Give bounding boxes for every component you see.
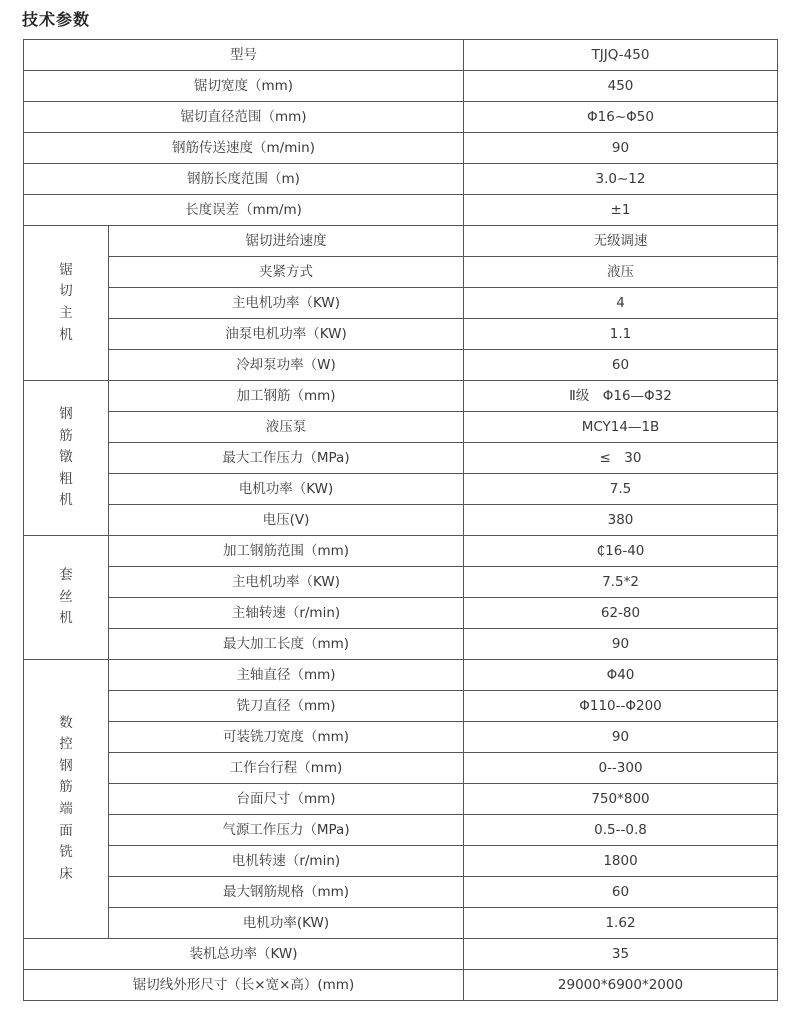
param-label: 最大工作压力（MPa) (109, 443, 464, 474)
param-value: 750*800 (464, 784, 778, 815)
param-value: TJJQ-450 (464, 40, 778, 71)
group-name: 钢筋镦粗机 (59, 406, 73, 509)
param-label: 钢筋长度范围（m) (24, 164, 464, 195)
table-row (24, 939, 778, 970)
param-label: 夹紧方式 (109, 257, 464, 288)
param-label: 主轴直径（mm) (109, 660, 464, 691)
group-header-cell (24, 226, 109, 381)
table-row (24, 753, 778, 784)
table-row (24, 567, 778, 598)
param-value: 450 (464, 71, 778, 102)
param-value: 0.5--0.8 (464, 815, 778, 846)
table-row (24, 784, 778, 815)
param-value: 60 (464, 350, 778, 381)
param-label: 锯切宽度（mm) (24, 71, 464, 102)
table-row (24, 629, 778, 660)
param-label: 主轴转速（r/min) (109, 598, 464, 629)
param-value: ₵16-40 (464, 536, 778, 567)
param-value: 1800 (464, 846, 778, 877)
param-value: 29000*6900*2000 (464, 970, 778, 1001)
param-label: 长度误差（mm/m) (24, 195, 464, 226)
table-row (24, 195, 778, 226)
param-value: 62-80 (464, 598, 778, 629)
param-value: 60 (464, 877, 778, 908)
table-row (24, 660, 778, 691)
table-row (24, 381, 778, 412)
table-row (24, 908, 778, 939)
table-row (24, 815, 778, 846)
param-value: Φ110--Φ200 (464, 691, 778, 722)
param-label: 锯切线外形尺寸（长×宽×高）(mm) (24, 970, 464, 1001)
param-value: Φ40 (464, 660, 778, 691)
param-label: 工作台行程（mm) (109, 753, 464, 784)
table-row (24, 288, 778, 319)
param-value: MCY14—1B (464, 412, 778, 443)
table-row (24, 505, 778, 536)
param-label: 台面尺寸（mm) (109, 784, 464, 815)
param-label: 电压(V) (109, 505, 464, 536)
param-value: 3.0~12 (464, 164, 778, 195)
group-name: 锯切主机 (59, 261, 73, 343)
param-value: 90 (464, 133, 778, 164)
table-row (24, 164, 778, 195)
table-row (24, 691, 778, 722)
param-value: 0--300 (464, 753, 778, 784)
param-label: 加工钢筋范围（mm) (109, 536, 464, 567)
param-value: 液压 (464, 257, 778, 288)
table-row (24, 536, 778, 567)
param-value: 7.5 (464, 474, 778, 505)
param-label: 铣刀直径（mm) (109, 691, 464, 722)
spec-table-body (24, 40, 778, 1001)
param-value: 无级调速 (464, 226, 778, 257)
param-label: 装机总功率（KW) (24, 939, 464, 970)
param-label: 电机转速（r/min) (109, 846, 464, 877)
table-row (24, 846, 778, 877)
table-row (24, 40, 778, 71)
table-row (24, 877, 778, 908)
table-row (24, 598, 778, 629)
table-row (24, 474, 778, 505)
param-label: 冷却泵功率（W) (109, 350, 464, 381)
table-row (24, 412, 778, 443)
param-value: Ⅱ级 Φ16—Φ32 (464, 381, 778, 412)
table-row (24, 970, 778, 1001)
param-value: Φ16~Φ50 (464, 102, 778, 133)
param-value: 380 (464, 505, 778, 536)
table-row (24, 319, 778, 350)
param-value: ±1 (464, 195, 778, 226)
param-label: 主电机功率（KW) (109, 288, 464, 319)
table-row (24, 133, 778, 164)
param-value: 35 (464, 939, 778, 970)
param-label: 最大钢筋规格（mm) (109, 877, 464, 908)
param-label: 电机功率(KW) (109, 908, 464, 939)
param-label: 液压泵 (109, 412, 464, 443)
group-name: 套丝机 (59, 567, 73, 627)
table-row (24, 722, 778, 753)
group-header-cell (24, 660, 109, 939)
section-title: 技术参数 (22, 10, 91, 29)
param-label: 电机功率（KW) (109, 474, 464, 505)
param-label: 最大加工长度（mm) (109, 629, 464, 660)
group-header-cell (24, 536, 109, 660)
param-value: 90 (464, 722, 778, 753)
param-label: 型号 (24, 40, 464, 71)
table-row (24, 443, 778, 474)
param-label: 锯切进给速度 (109, 226, 464, 257)
table-row (24, 71, 778, 102)
table-row (24, 257, 778, 288)
param-value: 90 (464, 629, 778, 660)
param-value: 1.1 (464, 319, 778, 350)
group-header-cell (24, 381, 109, 536)
param-label: 可装铣刀宽度（mm) (109, 722, 464, 753)
spec-table (23, 39, 778, 1001)
param-label: 主电机功率（KW) (109, 567, 464, 598)
param-label: 油泵电机功率（KW) (109, 319, 464, 350)
table-row (24, 226, 778, 257)
table-row (24, 102, 778, 133)
param-value: 7.5*2 (464, 567, 778, 598)
group-name: 数控钢筋端面铣床 (59, 714, 73, 882)
param-value: 4 (464, 288, 778, 319)
param-label: 钢筋传送速度（m/min) (24, 133, 464, 164)
param-value: ≤ 30 (464, 443, 778, 474)
param-label: 锯切直径范围（mm) (24, 102, 464, 133)
table-row (24, 350, 778, 381)
param-label: 加工钢筋（mm) (109, 381, 464, 412)
param-label: 气源工作压力（MPa) (109, 815, 464, 846)
param-value: 1.62 (464, 908, 778, 939)
